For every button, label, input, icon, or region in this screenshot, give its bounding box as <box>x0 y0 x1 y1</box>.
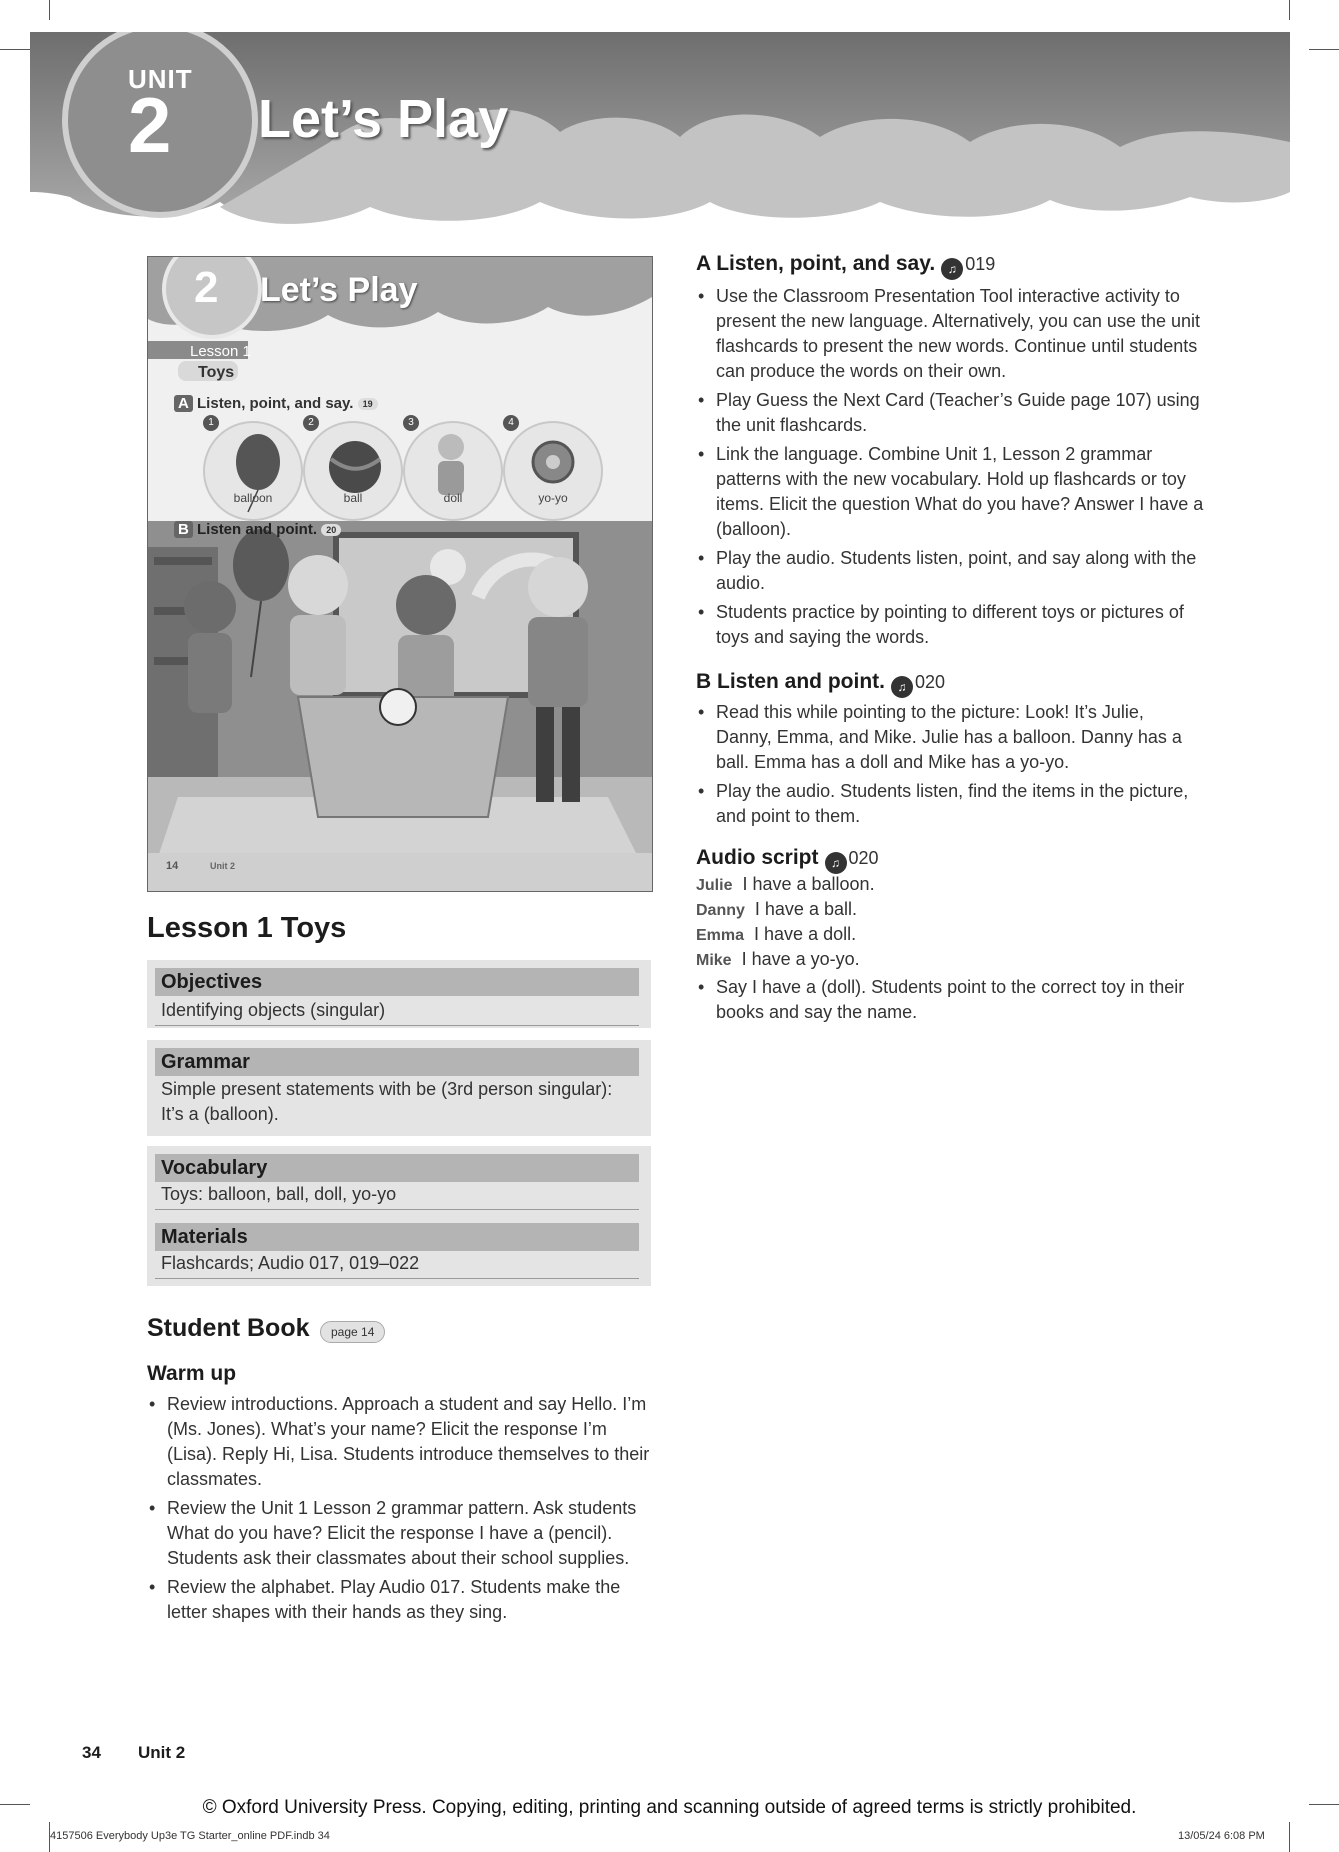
list-item: • Play Guess the Next Card (Teacher’s Guide page 107) using the unit flashcards. <box>696 388 1204 438</box>
list-item: • Link the language. Combine Unit 1, Lesson 2 grammar patterns with the new vocabulary. Hold up flashcards or toy items. Elicit the question What do you have? Answer I have a (balloon). <box>696 442 1204 542</box>
audio-script-heading <box>696 846 879 874</box>
list-item: • Play the audio. Students listen, point, and say along with the audio. <box>696 546 1204 596</box>
vocabulary-materials-box <box>147 1146 651 1286</box>
list-item: • Play the audio. Students listen, find the items in the picture, and point to them. <box>696 779 1204 829</box>
sb-title: Let’s Play <box>260 271 418 309</box>
list-item: • Use the Classroom Presentation Tool interactive activity to present the new language. Alternatively, you can use the unit flashcards to present the new words. Continue until students can produce the words on their own. <box>696 284 1204 384</box>
speaker-name: Emma <box>696 927 745 944</box>
section-a-audio: 019 <box>965 254 996 274</box>
script-line <box>696 897 857 923</box>
script-line <box>696 947 860 973</box>
crop-mark <box>49 0 50 20</box>
list-item: • Say I have a (doll). Students point to the correct toy in their books and say the name. <box>696 975 1204 1025</box>
speaker-icon: ♫ <box>941 258 963 280</box>
speaker-name: Danny <box>696 902 745 919</box>
page-badge: page 14 <box>320 1321 385 1343</box>
student-book-page-thumbnail <box>147 256 653 892</box>
sb-activity-b-instruction: Listen and point. <box>197 521 318 538</box>
sb-activity-b <box>174 521 341 538</box>
sb-item-number: 2 <box>303 415 319 431</box>
sb-activity-b-audio: 20 <box>321 524 341 536</box>
grammar-box <box>147 1040 651 1136</box>
imprint-file: 4157506 Everybody Up3e TG Starter_online PDF.indb 34 <box>50 1830 330 1842</box>
sb-item-number: 4 <box>503 415 519 431</box>
divider <box>155 1025 639 1026</box>
sb-item-label: ball <box>343 491 363 505</box>
sb-item-number: 3 <box>403 415 419 431</box>
audio-script-title: Audio script <box>696 846 819 869</box>
student-book-heading: Student Book <box>147 1314 310 1342</box>
section-b-list <box>696 700 1204 833</box>
sb-activity-a-audio: 19 <box>358 398 378 410</box>
sb-footer-unit: Unit 2 <box>210 861 236 871</box>
list-item: • Review the alphabet. Play Audio 017. Students make the letter shapes with their hands as they sing. <box>147 1575 657 1625</box>
script-line <box>696 872 875 898</box>
objectives-box <box>147 960 651 1028</box>
audio-script-audio: 020 <box>848 848 879 868</box>
unit-banner <box>30 32 1290 232</box>
objectives-text: Identifying objects (singular) <box>161 1000 386 1020</box>
sb-activity-b-letter: B <box>174 521 193 538</box>
vocabulary-title: Vocabulary <box>155 1154 639 1182</box>
section-a-list <box>696 284 1204 654</box>
speaker-name: Mike <box>696 952 732 969</box>
section-b-title: B Listen and point. <box>696 670 885 693</box>
audio-script-list <box>696 975 1204 1029</box>
section-b-audio: 020 <box>915 672 946 692</box>
unit-number: 2 <box>128 81 172 169</box>
sb-activity-a <box>174 395 378 412</box>
unit-label: UNIT <box>128 64 193 94</box>
section-a-heading <box>696 252 995 280</box>
crop-mark <box>1289 1822 1290 1852</box>
list-item: • Review the Unit 1 Lesson 2 grammar pattern. Ask students What do you have? Elicit the response I have a (pencil). Students ask their classmates about their school supplies. <box>147 1496 657 1571</box>
lesson-heading: Lesson 1 Toys <box>147 912 347 944</box>
divider <box>155 1209 639 1210</box>
speaker-icon: ♫ <box>891 676 913 698</box>
divider <box>155 1278 639 1279</box>
footer-page-number: 34 <box>82 1743 101 1762</box>
script-text: I have a balloon. <box>742 874 875 894</box>
sb-item-label: doll <box>443 491 463 505</box>
sb-item-label: yo-yo <box>538 491 568 505</box>
sb-page-number: 14 <box>166 860 179 872</box>
crop-mark <box>0 49 30 50</box>
sb-lesson-label: Lesson 1 <box>190 343 251 360</box>
imprint-timestamp: 13/05/24 6:08 PM <box>1178 1830 1265 1842</box>
vocabulary-text: Toys: balloon, ball, doll, yo-yo <box>161 1184 397 1204</box>
sb-toy-icons <box>148 417 652 527</box>
sb-lesson-name: Toys <box>198 364 235 381</box>
crop-mark <box>1309 49 1339 50</box>
sb-unit-number: 2 <box>194 263 219 312</box>
copyright-notice: © Oxford University Press. Copying, editing, printing and scanning outside of agreed terms is strictly prohibited. <box>202 1797 1137 1818</box>
materials-text: Flashcards; Audio 017, 019–022 <box>161 1253 420 1273</box>
unit-title: Let’s Play <box>258 89 509 149</box>
script-text: I have a ball. <box>754 899 857 919</box>
grammar-text: Simple present statements with be (3rd person singular): It’s a (balloon). <box>161 1079 613 1124</box>
speaker-icon: ♫ <box>825 852 847 874</box>
sb-activity-a-letter: A <box>174 395 193 412</box>
grammar-title: Grammar <box>155 1048 639 1076</box>
section-a-title: A Listen, point, and say. <box>696 252 936 275</box>
sb-item-number: 1 <box>203 415 219 431</box>
section-b-heading <box>696 670 945 698</box>
warm-up-heading: Warm up <box>147 1362 237 1385</box>
sb-item-label: balloon <box>233 491 273 505</box>
script-line <box>696 922 856 948</box>
crop-mark <box>1289 0 1290 20</box>
warm-up-list <box>147 1392 657 1629</box>
script-text: I have a doll. <box>754 924 857 944</box>
script-text: I have a yo-yo. <box>741 949 860 969</box>
speaker-name: Julie <box>696 877 733 894</box>
materials-title: Materials <box>155 1223 639 1251</box>
list-item: • Read this while pointing to the picture: Look! It’s Julie, Danny, Emma, and Mike. Julie has a balloon. Danny has a ball. Emma has a doll and Mike has a yo-yo. <box>696 700 1204 775</box>
footer-unit: Unit 2 <box>138 1743 186 1762</box>
list-item: • Students practice by pointing to different toys or pictures of toys and saying the words. <box>696 600 1204 650</box>
sb-activity-a-instruction: Listen, point, and say. <box>197 395 354 412</box>
list-item: • Review introductions. Approach a student and say Hello. I’m (Ms. Jones). What’s your name? Elicit the response I’m (Lisa). Reply Hi, Lisa. Students introduce themselves to their classmates. <box>147 1392 657 1492</box>
objectives-title: Objectives <box>155 968 639 996</box>
